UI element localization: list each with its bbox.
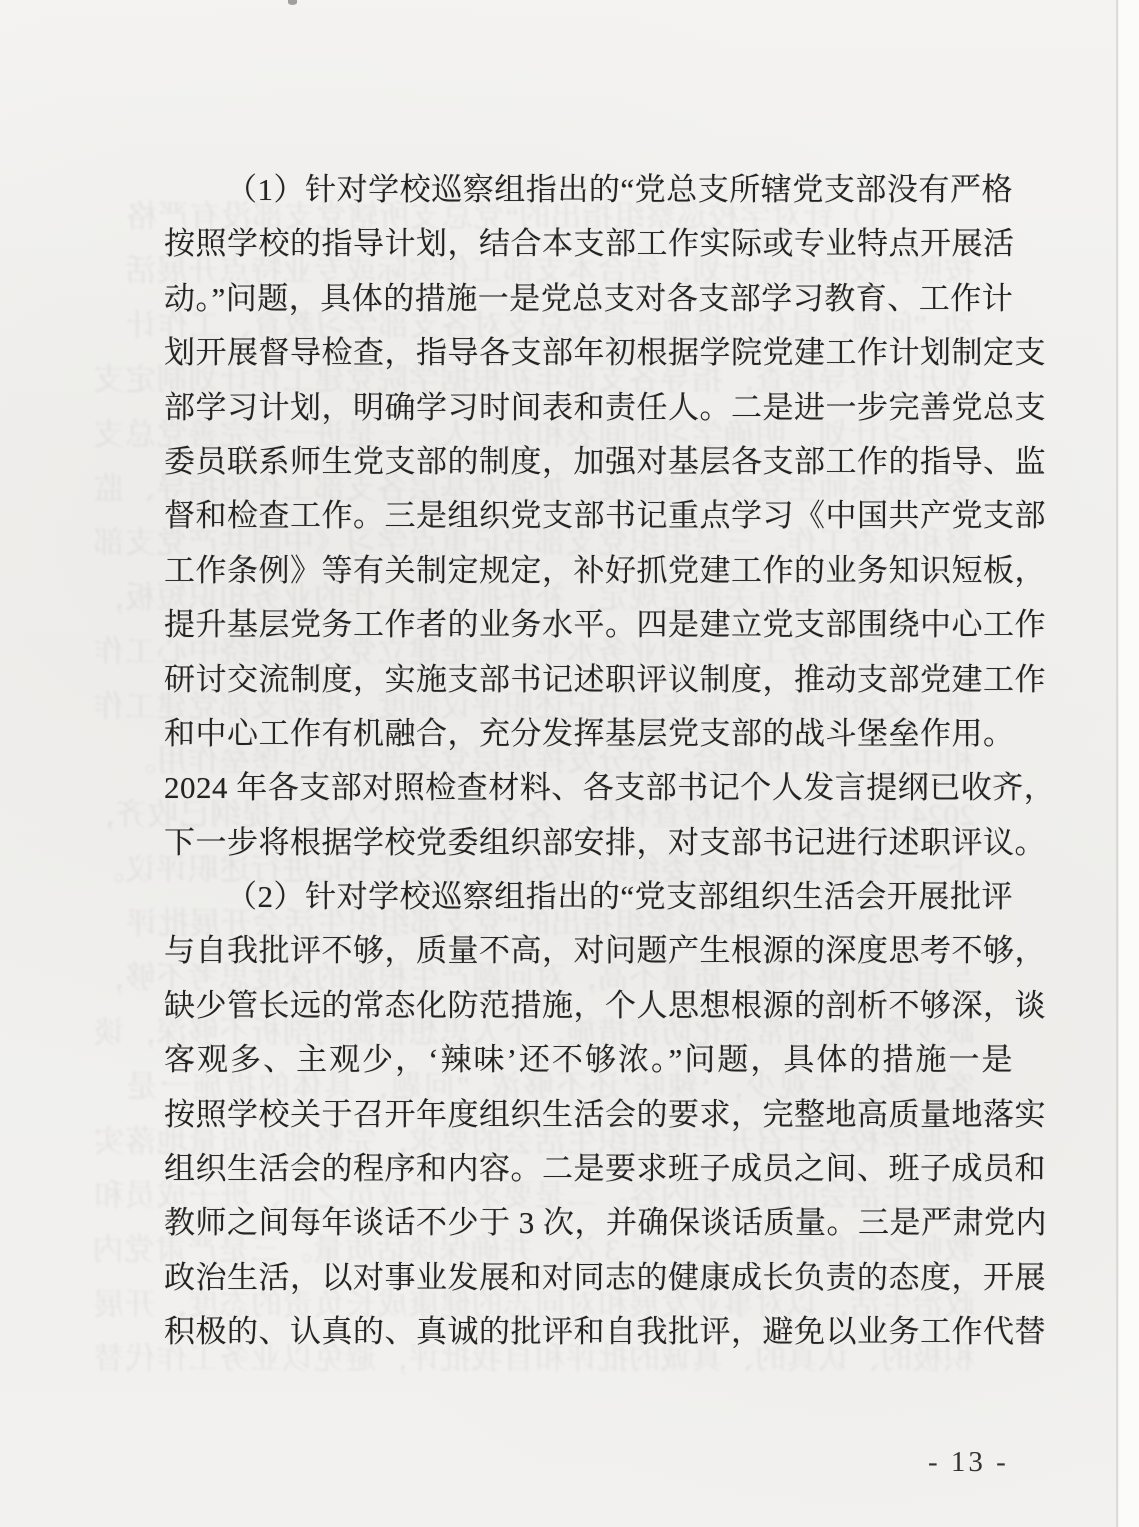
text-line: 教师之间每年谈话不少于 3 次，并确保谈话质量。三是严肃党内 xyxy=(164,1205,1047,1241)
text-line: 组织生活会的程序和内容。二是要求班子成员之间、班子成员和 xyxy=(164,1151,1046,1187)
text-line: 动。”问题，具体的措施一是党总支对各支部学习教育、工作计 xyxy=(164,280,1014,316)
scan-speck xyxy=(288,0,297,5)
text-line: 部学习计划，明确学习时间表和责任人。二是进一步完善党总支 xyxy=(164,389,1046,425)
body-text xyxy=(164,163,1056,1360)
text-line: （1）针对学校巡察组指出的“党总支所辖党支部没有严格 xyxy=(226,172,1013,207)
bleed-through-ghost: （1）针对学校巡察组指出的“党总支所辖党支部没有严格 按照学校的指导计划，结合本支部工作实际或专业特点开展活 动。”问题，具体的措施一是党总支对各支部学习教育、工作计 划开展督导检查，指导各支部年初根据学院党建工作计划制定支 部学习计划，明确学习时间表和责任人。二是进一步完善党总支 委员联系师生党支部的制度，加强对基层各支部工作的指导、监 督和检查工作。三是组织党支部书记重点学习《中国共产党支部 工作条例》等有关制定规定，补好抓党建工作的业务知识短板， 提升基层党务工作者的业务水平。四是建立党支部围绕中心工作 研讨交流制度，实施支部书记述职评议制度，推动支部党建工作 和中心工作有机融合，充分发挥基层党支部的战斗堡垒作用。 2024 年各支部对照检查材料、各支部书记个人发言提纲已收齐， 下一步将根据学校党委组织部安排，对支部书记进行述职评议。 （2）针对学校巡察组指出的“党支部组织生活会开展批评 与自我批评不够，质量不高，对问题产生根源的深度思考不够， 缺少管长远的常态化防范措施，个人思想根源的剖析不够深，谈 客观多、主观少，‘辣味’还不够浓。”问题，具体的措施一是 按照学校关于召开年度组织生活会的要求，完整地高质量地落实 组织生活会的程序和内容。二是要求班子成员之间、班子成员和 教师之间每年谈话不少于 3 次，并确保谈话质量。三是严肃党内 政治生活，以对事业发展和对同志的健康成长负责的态度，开展 积极的、认真的、真诚的批评和自我批评，避免以业务工作代替 xyxy=(83,199,975,1377)
text-line: 与自我批评不够，质量不高，对问题产生根源的深度思考不够， xyxy=(164,933,1046,969)
text-line: 客观多、主观少，‘辣味’还不够浓。”问题，具体的措施一是 xyxy=(164,1042,1013,1078)
text-line: 下一步将根据学校党委组织部安排，对支部书记进行述职评议。 xyxy=(164,824,1046,860)
page-number: - 13 - xyxy=(928,1446,1009,1478)
text-line: 提升基层党务工作者的业务水平。四是建立党支部围绕中心工作 xyxy=(164,607,1046,643)
text-line: 工作条例》等有关制定规定，补好抓党建工作的业务知识短板， xyxy=(164,552,1046,588)
text-line: 划开展督导检查，指导各支部年初根据学院党建工作计划制定支 xyxy=(164,335,1046,371)
scan-edge-line xyxy=(1116,0,1118,1527)
text-line: 研讨交流制度，实施支部书记述职评议制度，推动支部党建工作 xyxy=(164,661,1046,697)
text-line: 和中心工作有机融合，充分发挥基层党支部的战斗堡垒作用。 xyxy=(164,715,1015,751)
scan-edge-strip xyxy=(1119,0,1139,1527)
text-line: 缺少管长远的常态化防范措施，个人思想根源的剖析不够深，谈 xyxy=(164,987,1046,1023)
text-line: 委员联系师生党支部的制度，加强对基层各支部工作的指导、监 xyxy=(164,443,1046,479)
text-line: 督和检查工作。三是组织党支部书记重点学习《中国共产党支部 xyxy=(164,498,1046,534)
text-line: 按照学校关于召开年度组织生活会的要求，完整地高质量地落实 xyxy=(164,1096,1046,1132)
text-line: 积极的、认真的、真诚的批评和自我批评，避免以业务工作代替 xyxy=(164,1314,1046,1350)
text-line: 2024 年各支部对照检查材料、各支部书记个人发言提纲已收齐， xyxy=(164,770,1056,806)
text-line: 按照学校的指导计划，结合本支部工作实际或专业特点开展活 xyxy=(164,226,1015,262)
text-line: 政治生活，以对事业发展和对同志的健康成长负责的态度，开展 xyxy=(164,1259,1046,1295)
text-line: （2）针对学校巡察组指出的“党支部组织生活会开展批评 xyxy=(226,879,1013,915)
